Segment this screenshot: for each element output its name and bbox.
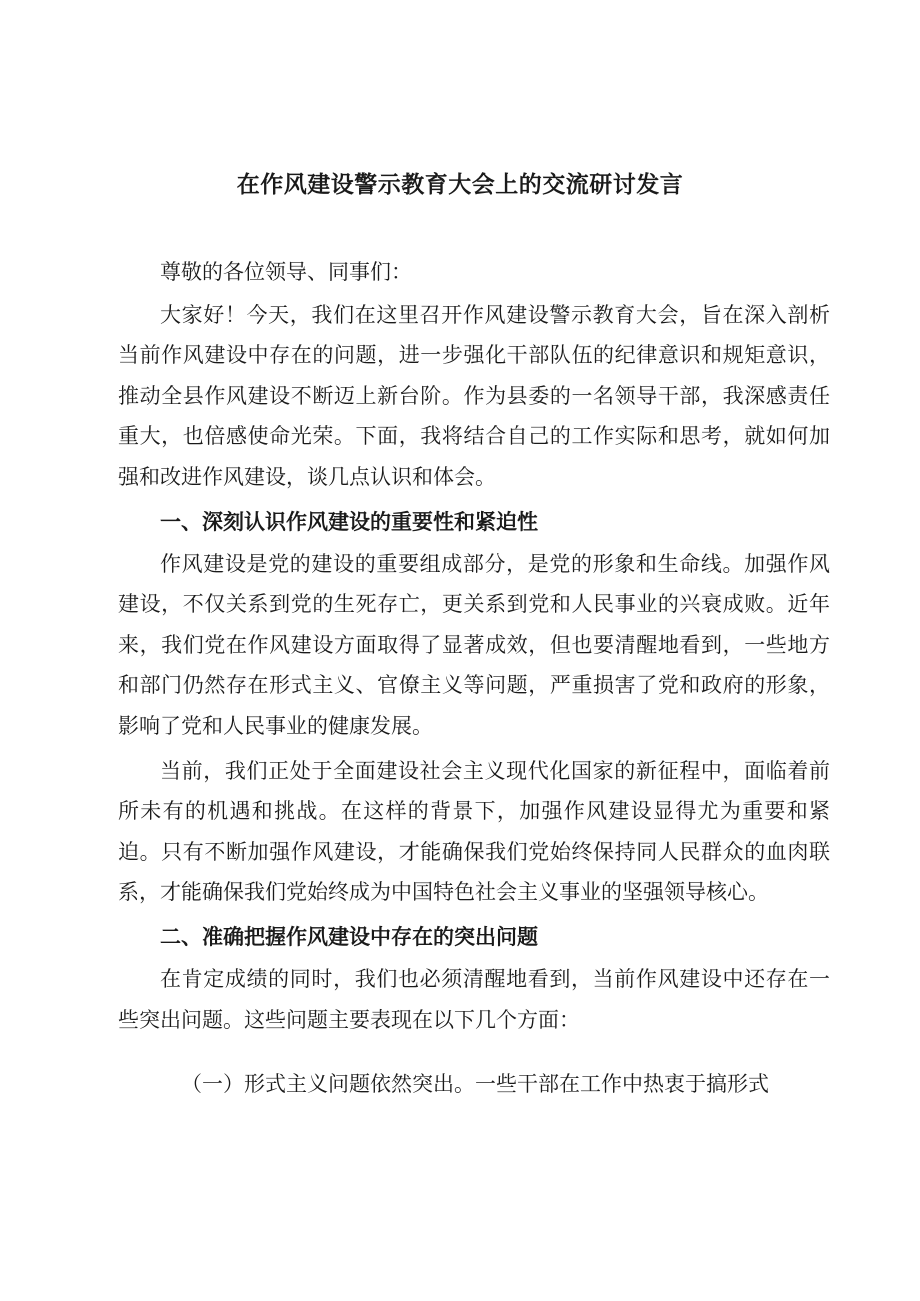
document-title: 在作风建设警示教育大会上的交流研讨发言 [236, 172, 684, 198]
section-heading-1: 一、深刻认识作风建设的重要性和紧迫性 [160, 509, 538, 534]
paragraph-section1-1: 作风建设是党的建设的重要组成部分，是党的形象和生命线。加强作风建设，不仅关系到党的生死存亡，更关系到党和人民事业的兴衰成败。近年来，我们党在作风建设方面取得了显著成效，但也要清醒地看到，一些地方和部门仍然存在形式主义、官僚主义等问题，严重损害了党和政府的形象，影响了党和人民事业的健康发展。 [118, 551, 830, 738]
paragraph-section2-1: 在肯定成绩的同时，我们也必须清醒地看到，当前作风建设中还存在一些突出问题。这些问题主要表现在以下几个方面： [118, 966, 830, 1032]
salutation: 尊敬的各位领导、同事们： [160, 260, 412, 284]
paragraph-intro: 大家好！今天，我们在这里召开作风建设警示教育大会，旨在深入剖析当前作风建设中存在的问题，进一步强化干部队伍的纪律意识和规矩意识，推动全县作风建设不断迈上新台阶。作为县委的一名领导干部，我深感责任重大，也倍感使命光荣。下面，我将结合自己的工作实际和思考，就如何加强和改进作风建设，谈几点认识和体会。 [118, 302, 830, 489]
paragraph-section2-item1: （一）形式主义问题依然突出。一些干部在工作中热衷于搞形式 [181, 1072, 769, 1097]
paragraph-section1-2: 当前，我们正处于全面建设社会主义现代化国家的新征程中，面临着前所未有的机遇和挑战。在这样的背景下，加强作风建设显得尤为重要和紧迫。只有不断加强作风建设，才能确保我们党始终保持同人民群众的血肉联系，才能确保我们党始终成为中国特色社会主义事业的坚强领导核心。 [118, 758, 830, 905]
document-body [118, 252, 830, 1105]
section-heading-2: 二、准确把握作风建设中存在的突出问题 [160, 924, 538, 949]
